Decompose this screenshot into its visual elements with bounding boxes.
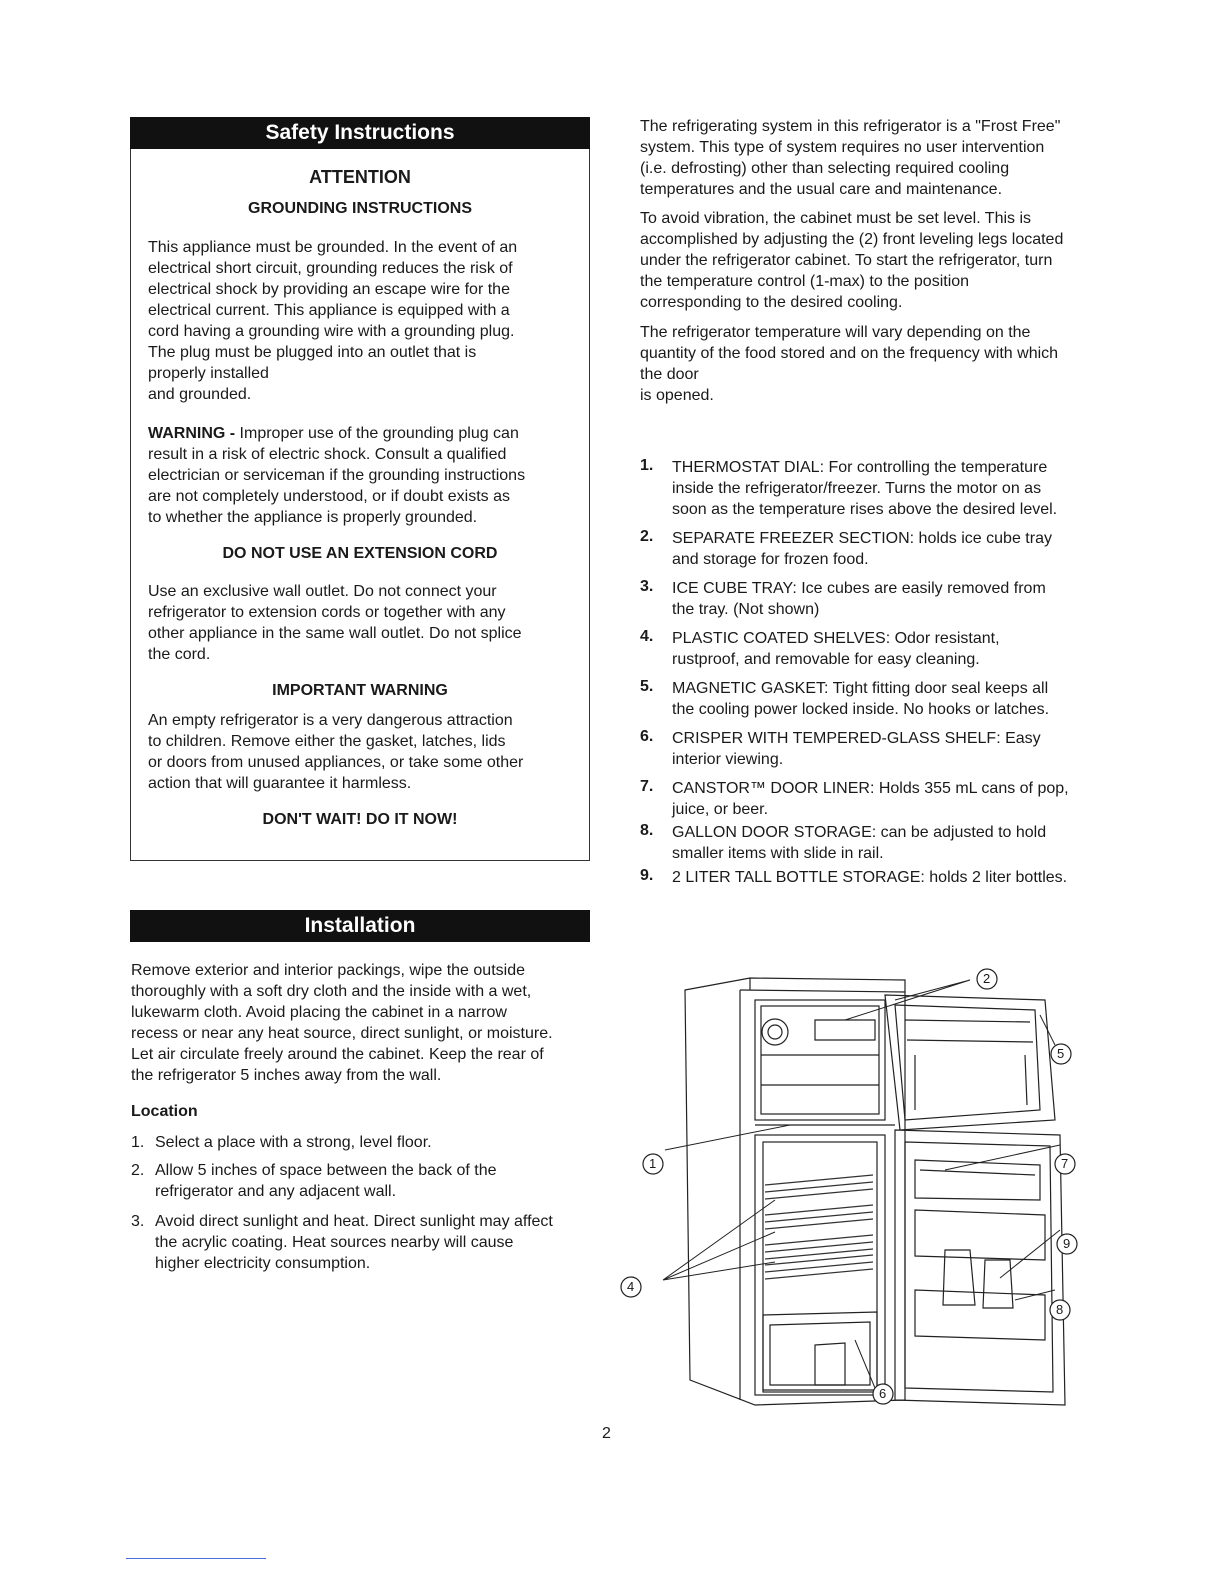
item-number: 3. [640, 578, 654, 595]
frost-free-paragraph [640, 116, 1120, 200]
text-line: system. This type of system requires no user intervention [640, 139, 1045, 156]
grounding-title: GROUNDING INSTRUCTIONS [248, 200, 472, 217]
feature-item [640, 628, 1120, 670]
text-line: electrician or serviceman if the grounding instructions [148, 467, 526, 484]
item-number: 6. [640, 728, 654, 745]
text-line: or doors from unused appliances, or take some other [148, 754, 524, 771]
freezer-door [885, 995, 1055, 1130]
text-line: the door [640, 366, 699, 383]
text-line: corresponding to the desired cooling. [640, 294, 903, 311]
text-line: electrical shock by providing an escape wire for the [148, 281, 510, 298]
text-line: 2 LITER TALL BOTTLE STORAGE: holds 2 liter bottles. [672, 869, 1068, 886]
callout-label: 9 [1063, 1236, 1071, 1251]
text-line: electrical short circuit, grounding reduces the risk of [148, 260, 513, 277]
page-number: 2 [602, 1425, 611, 1442]
feature-item [640, 457, 1120, 520]
text-line: THERMOSTAT DIAL: For controlling the temperature [672, 459, 1048, 476]
text-line: MAGNETIC GASKET: Tight fitting door seal keeps all [672, 680, 1049, 697]
text-line: electrical current. This appliance is equipped with a [148, 302, 510, 319]
text-line: CANSTOR™ DOOR LINER: Holds 355 mL cans of pop, [672, 780, 1069, 797]
installation-header: Installation [130, 910, 590, 942]
item-number: 9. [640, 867, 654, 884]
location-item [131, 1132, 611, 1153]
text-line: the acrylic coating. Heat sources nearby will cause [155, 1234, 514, 1251]
item-number: 7. [640, 778, 654, 795]
text-line: An empty refrigerator is a very dangerous attraction [148, 712, 513, 729]
item-number: 1. [131, 1134, 145, 1151]
callout-label: 5 [1057, 1046, 1065, 1061]
grounding-text [148, 237, 580, 405]
bottle-icon [983, 1260, 1013, 1308]
text-line: ICE CUBE TRAY: Ice cubes are easily removed from [672, 580, 1046, 597]
cabinet-body [685, 978, 905, 1405]
text-line: Allow 5 inches of space between the back of the [155, 1162, 497, 1179]
callout-7 [1053, 1152, 1077, 1176]
text-line: inside the refrigerator/freezer. Turns the motor on as [672, 480, 1042, 497]
text-line: action that will guarantee it harmless. [148, 775, 412, 792]
text-line: is opened. [640, 387, 714, 404]
thermostat-dial-icon [762, 1019, 788, 1045]
safety-header: Safety Instructions [130, 117, 590, 149]
text-line: (i.e. defrosting) other than selecting required cooling [640, 160, 1010, 177]
text-line: under the refrigerator cabinet. To start the refrigerator, turn [640, 252, 1053, 269]
text-line: Use an exclusive wall outlet. Do not connect your [148, 583, 497, 600]
item-number: 4. [640, 628, 654, 645]
fresh-food-compartment [755, 1135, 885, 1395]
callout-label: 7 [1061, 1156, 1069, 1171]
text-line: juice, or beer. [672, 801, 769, 818]
attention-title: ATTENTION [309, 167, 411, 187]
text-line: properly installed [148, 365, 269, 382]
callout-4 [619, 1275, 643, 1299]
footnote-rule [126, 1558, 266, 1559]
text-line: lukewarm cloth. Avoid placing the cabinet in a narrow [131, 1004, 507, 1021]
warning-first-line: Improper use of the grounding plug can [235, 425, 519, 442]
text-line: other appliance in the same wall outlet. Do not splice [148, 625, 522, 642]
shelves [765, 1175, 873, 1279]
callout-label: 4 [627, 1279, 635, 1294]
text-line: recess or near any heat source, direct sunlight, or moisture. [131, 1025, 553, 1042]
text-line: the refrigerator 5 inches away from the wall. [131, 1067, 442, 1084]
text-line: are not completely understood, or if doubt exists as [148, 488, 510, 505]
text-line: Remove exterior and interior packings, wipe the outside [131, 962, 525, 979]
item-number: 1. [640, 457, 654, 474]
text-line: the cooling power locked inside. No hooks or latches. [672, 701, 1050, 718]
location-item [131, 1211, 611, 1274]
extension-cord-text [148, 581, 580, 665]
text-line: interior viewing. [672, 751, 784, 768]
text-line: Let air circulate freely around the cabinet. Keep the rear of [131, 1046, 544, 1063]
callout-5 [1049, 1042, 1073, 1066]
location-item [131, 1160, 611, 1202]
text-line: higher electricity consumption. [155, 1255, 371, 1272]
warning-label: WARNING - [148, 425, 236, 442]
warning-text [148, 423, 580, 528]
text-line: Avoid direct sunlight and heat. Direct sunlight may affect [155, 1213, 553, 1230]
text-line: cord having a grounding wire with a grounding plug. [148, 323, 515, 340]
text-line: To avoid vibration, the cabinet must be set level. This is [640, 210, 1032, 227]
important-warning-title: IMPORTANT WARNING [272, 682, 448, 699]
canstor-door-liner [915, 1160, 1040, 1200]
callout-label: 1 [649, 1156, 657, 1171]
text-line: accomplished by adjusting the (2) front leveling legs located [640, 231, 1064, 248]
callout-6 [871, 1382, 895, 1406]
item-number: 2. [131, 1162, 145, 1179]
feature-item [640, 867, 1120, 888]
gallon-jug-icon [943, 1250, 975, 1305]
text-line: GALLON DOOR STORAGE: can be adjusted to hold [672, 824, 1047, 841]
feature-item [640, 728, 1120, 770]
callout-1 [641, 1152, 665, 1176]
item-number: 5. [640, 678, 654, 695]
text-line: soon as the temperature rises above the desired level. [672, 501, 1058, 518]
text-line: and storage for frozen food. [672, 551, 869, 568]
text-line: smaller items with slide in rail. [672, 845, 884, 862]
text-line: SEPARATE FREEZER SECTION: holds ice cube tray [672, 530, 1052, 547]
feature-item [640, 822, 1120, 864]
callout-label: 6 [879, 1386, 887, 1401]
important-warning-text [148, 710, 580, 794]
text-line: PLASTIC COATED SHELVES: Odor resistant, [672, 630, 1000, 647]
text-line: refrigerator and any adjacent wall. [155, 1183, 397, 1200]
leveling-paragraph [640, 208, 1120, 313]
text-line: result in a risk of electric shock. Consult a qualified [148, 446, 507, 463]
text-line: the cord. [148, 646, 211, 663]
text-line: The plug must be plugged into an outlet that is [148, 344, 477, 361]
callout-9 [1055, 1232, 1079, 1256]
callout-label: 8 [1056, 1302, 1064, 1317]
text-line: temperatures and the usual care and maintenance. [640, 181, 1003, 198]
refrigerator-diagram [615, 960, 1085, 1410]
feature-item [640, 528, 1120, 570]
text-line: refrigerator to extension cords or together with any [148, 604, 506, 621]
callout-8 [1048, 1298, 1072, 1322]
freezer-compartment [755, 1000, 885, 1120]
feature-item [640, 678, 1120, 720]
text-line: The refrigerating system in this refrigerator is a "Frost Free" [640, 118, 1061, 135]
text-line: to whether the appliance is properly grounded. [148, 509, 478, 526]
dont-wait-text: DON'T WAIT! DO IT NOW! [262, 811, 458, 828]
text-line: thoroughly with a soft dry cloth and the inside with a wet, [131, 983, 532, 1000]
text-line: quantity of the food stored and on the frequency with which [640, 345, 1059, 362]
feature-item [640, 578, 1120, 620]
text-line: to children. Remove either the gasket, latches, lids [148, 733, 506, 750]
text-line [148, 423, 580, 444]
fresh-food-door [895, 1130, 1065, 1405]
item-number: 2. [640, 528, 654, 545]
text-line: rustproof, and removable for easy cleaning. [672, 651, 980, 668]
text-line: and grounded. [148, 386, 252, 403]
callout-2 [975, 967, 999, 991]
text-line: Select a place with a strong, level floor. [155, 1134, 432, 1151]
text-line: the temperature control (1-max) to the position [640, 273, 970, 290]
text-line: This appliance must be grounded. In the event of an [148, 239, 518, 256]
callout-label: 2 [983, 971, 991, 986]
text-line: the tray. (Not shown) [672, 601, 820, 618]
text-line: CRISPER WITH TEMPERED-GLASS SHELF: Easy [672, 730, 1041, 747]
item-number: 8. [640, 822, 654, 839]
location-title: Location [131, 1103, 198, 1120]
feature-item [640, 778, 1120, 820]
installation-intro [131, 960, 611, 1086]
item-number: 3. [131, 1213, 145, 1230]
temperature-paragraph [640, 322, 1120, 406]
text-line: The refrigerator temperature will vary depending on the [640, 324, 1031, 341]
extension-cord-title: DO NOT USE AN EXTENSION CORD [222, 545, 498, 562]
